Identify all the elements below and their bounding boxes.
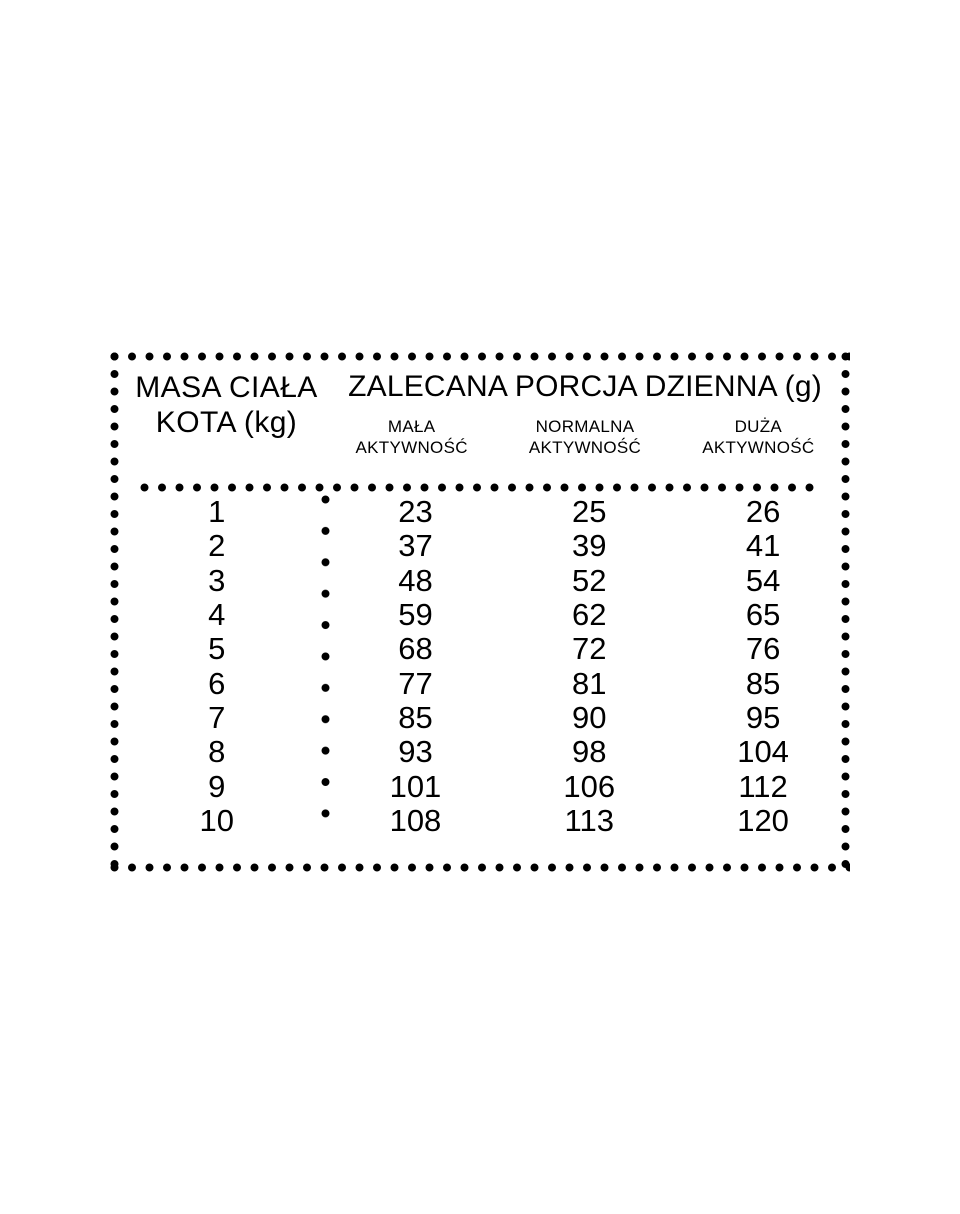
table-row [110,529,850,563]
table-body [110,495,850,838]
cell-high-activity: 76 [745,631,781,667]
cell-normal-activity: 62 [572,597,607,633]
column-header-high-activity [672,417,845,458]
table-row [110,804,850,838]
cell-normal-activity: 113 [564,802,614,838]
column-header-low-activity-line1: MAŁA [387,417,436,436]
cell-low-activity: 23 [398,494,433,530]
cell-high-activity: 85 [745,665,781,701]
weight-column-header [124,370,329,441]
table-header [110,370,850,480]
cell-low-activity: 108 [389,802,442,838]
panel-border-bottom [110,863,850,872]
column-header-normal-activity-line2: AKTYWNOŚĆ [528,437,642,457]
cell-high-activity: 26 [745,494,781,530]
feeding-guide-table [110,352,850,872]
table-row [110,769,850,803]
cell-body-weight: 5 [208,631,226,667]
weight-column-header-line1: MASA CIAŁA [135,371,318,404]
table-row [110,564,850,598]
cell-body-weight: 10 [199,802,235,838]
cell-normal-activity: 72 [572,631,607,667]
panel-border-top [110,352,850,361]
table-row [110,598,850,632]
cell-low-activity: 93 [398,734,433,770]
cell-normal-activity: 98 [572,734,607,770]
table-row [110,701,850,735]
table-row [110,735,850,769]
cell-low-activity: 48 [398,562,433,598]
weight-column-header-line2: KOTA (kg) [155,406,298,440]
cell-body-weight: 7 [208,699,226,735]
cell-high-activity: 95 [745,699,781,735]
column-header-high-activity-line1: DUŻA [734,417,783,436]
cell-normal-activity: 106 [563,768,616,804]
column-header-normal-activity-line1: NORMALNA [535,417,635,436]
cell-low-activity: 85 [398,699,433,735]
cell-low-activity: 59 [398,597,433,633]
cell-normal-activity: 25 [572,494,607,530]
cell-body-weight: 8 [208,734,226,770]
cell-low-activity: 37 [398,528,433,564]
cell-high-activity: 41 [745,528,781,564]
cell-low-activity: 68 [398,631,433,667]
cell-high-activity: 104 [737,734,789,770]
table-title: ZALECANA PORCJA DZIENNA (g) [348,370,822,403]
header-separator [140,483,820,492]
cell-high-activity: 112 [738,768,788,804]
column-header-low-activity-line2: AKTYWNOŚĆ [355,437,468,457]
column-header-high-activity-line2: AKTYWNOŚĆ [702,437,815,457]
cell-normal-activity: 81 [572,665,607,701]
activity-column-headers [325,417,845,458]
cell-low-activity: 77 [398,665,433,701]
cell-body-weight: 9 [208,768,226,804]
cell-normal-activity: 52 [572,562,607,598]
cell-high-activity: 65 [745,597,781,633]
cell-body-weight: 3 [208,562,226,598]
column-header-normal-activity [498,417,671,458]
table-row [110,495,850,529]
cell-high-activity: 120 [737,802,789,838]
cell-normal-activity: 39 [572,528,607,564]
table-row [110,666,850,700]
cell-normal-activity: 90 [572,699,607,735]
cell-body-weight: 1 [208,494,226,530]
cell-body-weight: 6 [208,665,226,701]
table-row [110,632,850,666]
cell-body-weight: 2 [208,528,226,564]
cell-low-activity: 101 [389,768,442,804]
cell-body-weight: 4 [208,597,226,633]
column-header-low-activity [325,417,498,458]
cell-high-activity: 54 [745,562,781,598]
